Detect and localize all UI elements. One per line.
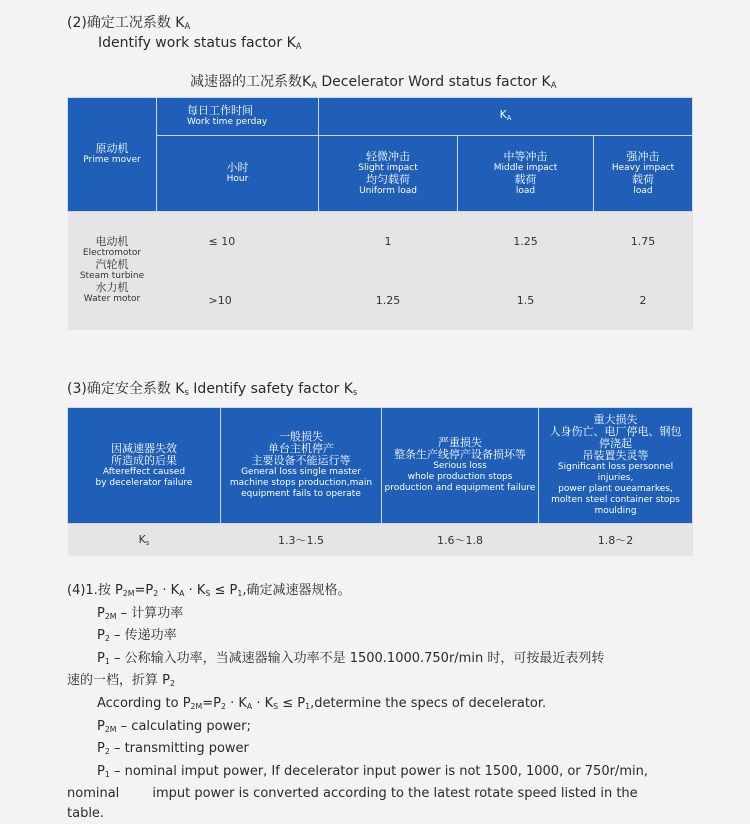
ks-value: 1.8～2 bbox=[539, 524, 693, 556]
ks-value: 1.6～1.8 bbox=[382, 524, 539, 556]
work-time-header: 每日工作时间 Work time perday bbox=[157, 98, 319, 136]
line-p1-zh: $P_1$ – 公称输入功率，当减速器输入功率不是 1500.1000.750r/min 时，可按最近表列转 bbox=[97, 650, 605, 666]
section4-text bbox=[67, 581, 697, 824]
safety-factor-table bbox=[67, 407, 693, 556]
ks-value: 1.3～1.5 bbox=[221, 524, 382, 556]
hour-value: >10 bbox=[157, 271, 319, 330]
line-formula-zh: (4)1.按 $P_{2M}=P_2 \cdot K_A \cdot K_S \le P_1$,确定减速器规格。 bbox=[67, 583, 351, 598]
general-loss-header: 一般损失 单台主机停产 主要设备不能运行等 General loss single master machine stops production,main equipment fails to operate bbox=[221, 408, 382, 524]
ka-header: $K_A$ bbox=[319, 98, 693, 136]
ka-value: 2 bbox=[594, 271, 693, 330]
line-p1-en: $P_1$ – nominal imput power, If decelerator input power is not 1500, 1000, or 750r/min, bbox=[97, 763, 648, 779]
ka-value: 1.5 bbox=[458, 271, 594, 330]
table1-caption: 减速器的工况系数$K_A$ Decelerator Word status factor $K_A$ bbox=[190, 74, 557, 90]
section2-subtitle: Identify work status factor $K_A$ bbox=[98, 35, 302, 51]
prime-mover-header: 原动机 Prime mover bbox=[68, 98, 157, 212]
ka-value: 1.75 bbox=[594, 212, 693, 271]
serious-loss-header: 严重损失 整条生产线停产设备损坏等 Serious loss whole production stops production and equipment failure bbox=[382, 408, 539, 524]
line-p1-zh-cont: 速的一档，折算 $P_2$ bbox=[67, 673, 175, 689]
line-p2m-zh: $P_{2M}$ – 计算功率 bbox=[97, 605, 184, 621]
work-status-factor-table bbox=[67, 97, 693, 330]
middle-impact-header: 中等冲击 Middle impact 载荷 load bbox=[458, 136, 594, 212]
prime-mover-list: 电动机 Electromotor 汽轮机 Steam turbine 水力机 Water motor bbox=[68, 212, 157, 330]
ka-value: 1.25 bbox=[458, 212, 594, 271]
hour-value: ≤ 10 bbox=[157, 212, 319, 271]
section2-title: (2)确定工况系数 $K_A$ bbox=[67, 15, 191, 31]
line-p1-en-cont: nominal imput power is converted according to the latest rotate speed listed in the bbox=[67, 786, 638, 802]
line-p2-zh: $P_2$ – 传递功率 bbox=[97, 628, 177, 644]
line-p1-en-end: table. bbox=[67, 805, 105, 821]
line-p2-en: $P_2$ – transmitting power bbox=[97, 741, 249, 757]
heavy-impact-header: 强冲击 Heavy impact 载荷 load bbox=[594, 136, 693, 212]
hour-header: 小时 Hour bbox=[157, 136, 319, 212]
ks-label: $K_s$ bbox=[68, 524, 221, 556]
section3-title: (3)确定安全系数 $K_s$ Identify safety factor $K_s$ bbox=[67, 381, 358, 397]
line-formula-en: According to $P_{2M}=P_2 \cdot K_A \cdot K_S$ ≤ $P_1,determine$ the specs of decelerator. bbox=[97, 695, 547, 711]
line-p2m-en: $P_{2M}$ – calculating power; bbox=[97, 718, 251, 734]
ka-value: 1.25 bbox=[319, 271, 458, 330]
significant-loss-header: 重大损失 人身伤亡、电厂停电、钢包 停浇起 吊装置失灵等 Significant loss personnel injuries, power plant oueamarkes, molten steel container stops moulding bbox=[539, 408, 693, 524]
aftereffect-header: 因减速器失效 所造成的后果 Aftereffect caused by decelerator failure bbox=[68, 408, 221, 524]
ka-value: 1 bbox=[319, 212, 458, 271]
slight-impact-header: 轻微冲击 Slight impact 均匀载荷 Uniform load bbox=[319, 136, 458, 212]
